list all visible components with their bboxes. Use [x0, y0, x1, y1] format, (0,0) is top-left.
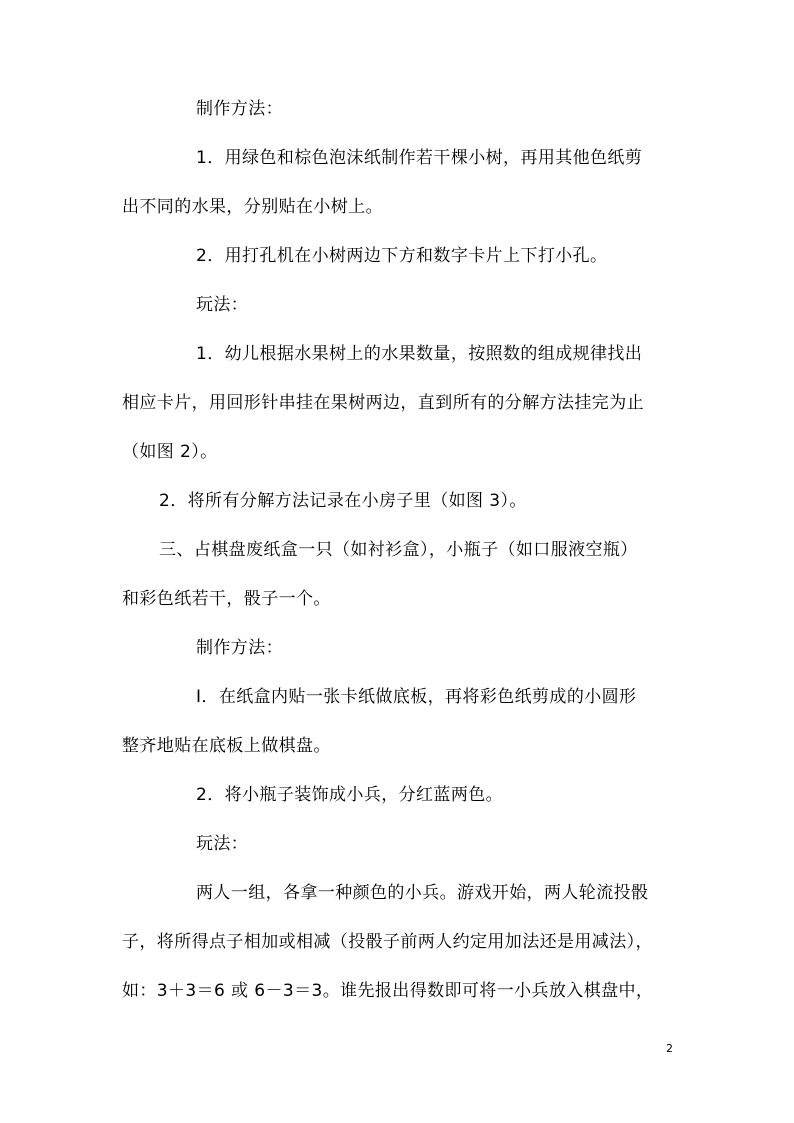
- text-line: 2．用打孔机在小树两边下方和数字卡片上下打小孔。: [196, 246, 608, 266]
- text-line: 相应卡片，用回形针串挂在果树两边，直到所有的分解方法挂完为止: [122, 393, 644, 413]
- text-line: I．在纸盒内贴一张卡纸做底板，再将彩色纸剪成的小圆形: [196, 687, 637, 707]
- text-line: 整齐地贴在底板上做棋盘。: [122, 736, 331, 756]
- text-line: 如：3＋3＝6 或 6－3＝3。谁先报出得数即可将一小兵放入棋盘中，: [122, 981, 654, 1001]
- text-line: 2．将小瓶子装饰成小兵，分红蓝两色。: [196, 785, 504, 805]
- text-line: 两人一组，各拿一种颜色的小兵。游戏开始，两人轮流投骰: [196, 883, 649, 903]
- text-line-section-three: 三、占棋盘废纸盒一只（如衬衫盒），小瓶子（如口服液空瓶）: [159, 540, 638, 560]
- text-line-making-method-heading: 制作方法：: [196, 99, 283, 119]
- text-line: 出不同的水果，分别贴在小树上。: [122, 197, 383, 217]
- text-line-play-heading: 玩法：: [196, 295, 249, 315]
- text-line: 2．将所有分解方法记录在小房子里（如图 3）。: [159, 491, 527, 511]
- text-line: 1．用绿色和棕色泡沫纸制作若干棵小树，再用其他色纸剪: [196, 148, 643, 168]
- text-line: 子，将所得点子相加或相减（投骰子前两人约定用加法还是用减法），: [122, 932, 653, 952]
- page-number: 2: [666, 1042, 673, 1055]
- text-line: （如图 2）。: [122, 442, 218, 462]
- text-line: 1．幼儿根据水果树上的水果数量，按照数的组成规律找出: [196, 344, 643, 364]
- text-line-making-method-heading: 制作方法：: [196, 638, 283, 658]
- text-line: 和彩色纸若干，骰子一个。: [122, 589, 331, 609]
- text-line-play-heading: 玩法：: [196, 834, 249, 854]
